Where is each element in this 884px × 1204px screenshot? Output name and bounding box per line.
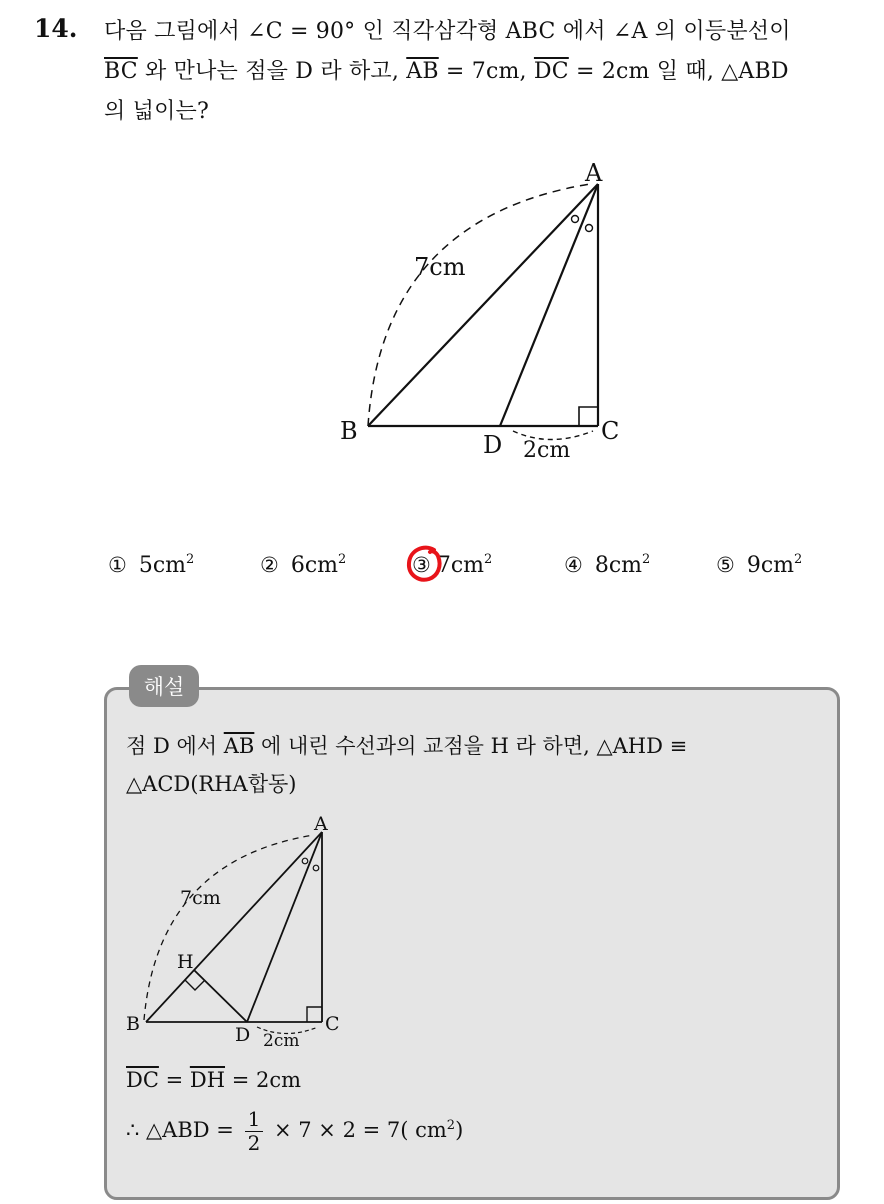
- question-line-2: [104, 54, 789, 85]
- angle-mark-1: [572, 216, 579, 223]
- choice-1[interactable]: [108, 552, 194, 578]
- triangle-figure: [330, 150, 630, 470]
- question-line-3: 의 넓이는?: [104, 99, 209, 124]
- label-dc-length: 2cm: [523, 438, 571, 463]
- solution-line-2: △ACD(RHA합동): [126, 772, 297, 796]
- solution-label-h: H: [177, 951, 194, 973]
- question-text-2b: = 7cm,: [438, 59, 534, 84]
- segment-ab: $\overline{AB}$: [406, 59, 439, 84]
- solution-line-1: [126, 730, 687, 760]
- solution-right-angle-h: [185, 980, 205, 990]
- solution-perpendicular-dh: [194, 970, 247, 1022]
- choice-1-number: ①: [108, 553, 127, 577]
- angle-mark-2: [586, 225, 593, 232]
- eq-segment-dc: $\overline{DC}$: [126, 1068, 159, 1092]
- label-d: D: [483, 431, 503, 459]
- solution-label-d: D: [235, 1024, 251, 1046]
- bisector-ad: [500, 184, 598, 426]
- question-number: 14.: [34, 14, 78, 43]
- solution-angle-mark-2: [313, 865, 319, 871]
- solution-side-ab: [146, 832, 322, 1022]
- label-ab-length: 7cm: [414, 253, 466, 281]
- answer-mark-icon: [404, 544, 444, 584]
- choice-2[interactable]: [260, 552, 346, 578]
- eq2-body: × 7 × 2 = 7( cm: [267, 1118, 447, 1142]
- side-ab: [368, 184, 598, 426]
- right-angle-mark: [579, 407, 598, 426]
- solution-right-angle-c: [307, 1007, 322, 1022]
- choice-3-number: ③: [412, 553, 431, 577]
- solution-segment-ab: $\overline{AB}$: [223, 734, 255, 758]
- question-text-2a: 와 만나는 점을 D 라 하고,: [137, 59, 407, 84]
- choice-3-value: 7cm: [436, 553, 485, 578]
- solution-label-b: B: [126, 1013, 140, 1035]
- choice-5[interactable]: [716, 552, 802, 578]
- eq2-close: ): [455, 1118, 464, 1142]
- label-c: C: [601, 417, 620, 445]
- solution-label-dc-length: 2cm: [263, 1031, 300, 1051]
- choice-5-exponent: 2: [794, 552, 803, 567]
- choice-3-exponent: 2: [484, 552, 493, 567]
- solution-text-1b: 에 내린 수선과의 교점을 H 라 하면, △AHD ≡: [254, 734, 688, 758]
- eq-value: = 2cm: [225, 1068, 301, 1092]
- eq2-fraction: [245, 1108, 264, 1155]
- eq-segment-dh: $\overline{DH}$: [189, 1068, 226, 1092]
- solution-figure: [118, 808, 368, 1058]
- eq2-numerator: 1: [245, 1108, 264, 1132]
- solution-tab: 해설: [129, 665, 199, 707]
- solution-angle-mark-1: [302, 858, 308, 864]
- eq2-denominator: 2: [247, 1131, 261, 1155]
- segment-bc: $\overline{BC}$: [104, 59, 138, 84]
- choice-4[interactable]: [564, 552, 650, 578]
- solution-equation-2: [126, 1108, 463, 1155]
- label-a: A: [585, 159, 603, 187]
- choice-4-value: 8cm: [594, 553, 643, 578]
- choice-5-number: ⑤: [716, 553, 735, 577]
- solution-label-a: A: [314, 813, 328, 835]
- choice-4-number: ④: [564, 553, 583, 577]
- eq2-prefix: ∴ △ABD =: [126, 1118, 241, 1142]
- solution-label-c: C: [325, 1013, 340, 1035]
- eq2-exponent: 2: [446, 1118, 456, 1133]
- question-text-2c: = 2cm 일 때, △ABD: [568, 59, 789, 84]
- choice-2-exponent: 2: [338, 552, 347, 567]
- choice-1-exponent: 2: [186, 552, 195, 567]
- segment-dc: $\overline{DC}$: [533, 59, 569, 84]
- question-line-1: [104, 14, 791, 45]
- eq-equals: =: [158, 1068, 190, 1092]
- solution-bisector-ad: [247, 832, 322, 1022]
- label-b: B: [340, 417, 358, 445]
- solution-equation-1: [126, 1068, 301, 1092]
- choice-4-exponent: 2: [642, 552, 651, 567]
- solution-label-ab-length: 7cm: [180, 887, 221, 909]
- question-text-1: 다음 그림에서 ∠C = 90° 인 직각삼각형 ABC 에서 ∠A 의 이등분선이: [104, 19, 791, 44]
- solution-text-1a: 점 D 에서: [126, 734, 224, 758]
- choice-2-value: 6cm: [290, 553, 339, 578]
- solution-ab-dashed-arc: [144, 835, 314, 1020]
- choice-2-number: ②: [260, 553, 279, 577]
- choice-5-value: 9cm: [746, 553, 795, 578]
- choice-1-value: 5cm: [138, 553, 187, 578]
